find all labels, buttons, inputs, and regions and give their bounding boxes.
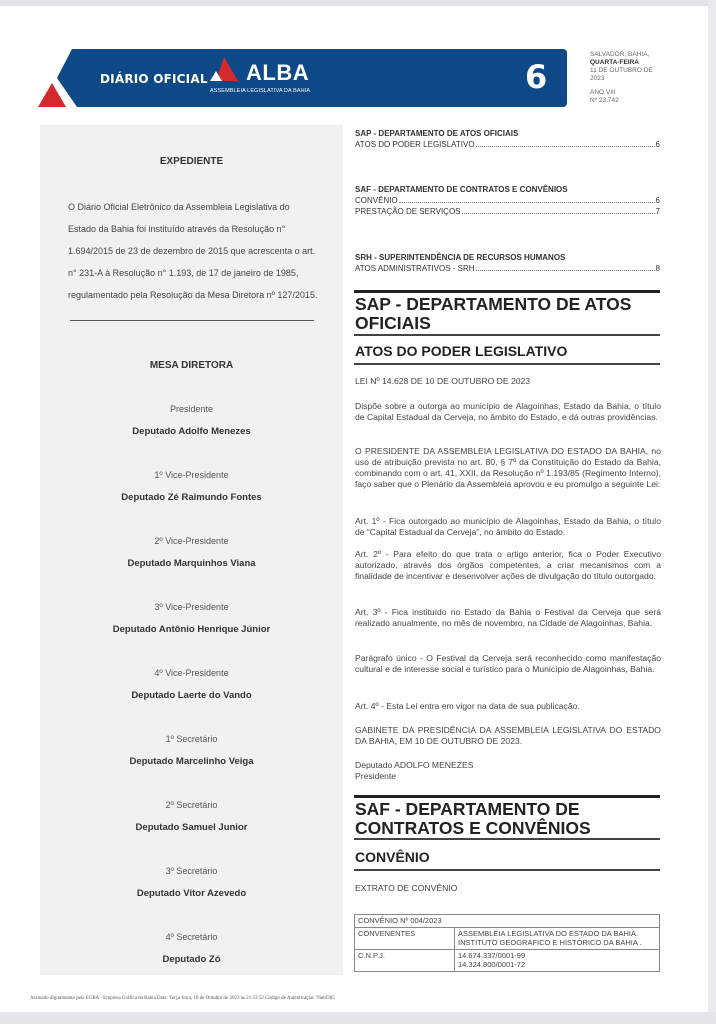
toc-leader [476,270,655,271]
member-name: Deputado Marquinhos Viana [127,558,256,569]
subsection-rule [354,869,660,871]
table-row [355,927,660,949]
law-preamble: O PRESIDENTE DA ASSEMBLEIA LEGISLATIVA DO ESTADO DA BAHIA, no uso de atribuição prevista no art. 80, § 7º da Constituição do Estado da Bahia, combinando com o art. 41, XXII, da Resolução nº 1.193/85 (Regimento Interno), faço saber que o Plenário da Assembleia aprovou e eu promulgo a seguinte Lei: [355,446,661,489]
toc-item[interactable] [355,139,660,150]
date-line-1: 11 DE OUTUBRO DE [590,67,653,74]
toc-item-label[interactable]: PRESTAÇÃO DE SERVIÇOS [355,207,461,216]
toc-leader [462,213,655,214]
page-number: 6 [525,58,548,96]
logo-subtitle: ASSEMBLEIA LEGISLATIVA DA BAHIA [210,88,311,94]
table-value-cell [455,949,660,971]
issue-number: Nº 23.742 [590,97,619,104]
member-role: 2º Vice-Presidente [154,536,229,546]
section-rule [354,334,660,336]
law-article-3: Art. 3º - Fica instituído no Estado da Bahia o Festival da Cerveja que será realizado anualmente, no mês de novembro, na Cidade de Alagoinhas, Bahia. [355,607,661,628]
member-role: 1º Secretário [165,734,218,744]
toc-leader [399,202,655,203]
toc-section [355,128,660,150]
publication-name: DIÁRIO OFICIAL [100,72,208,86]
expediente-text: O Diário Oficial Eletrônico da Assembleia Legislativa do Estado da Bahia foi instituído através da Resolução n° 1.694/2015 de 23 de dezembro de 2015 que acrescenta o art. n° 231-A à Resolução n° 1.193, de 17 de janeiro de 1985, regulamentado pela Resolução da Mesa Diretora nº 127/2015. [68,202,318,300]
member-name: Deputado Marcelinho Veiga [129,756,254,767]
toc-item-label[interactable]: ATOS ADMINISTRATIVOS - SRH [355,264,475,273]
toc-heading: SAP - DEPARTAMENTO DE ATOS OFICIAIS [355,129,519,138]
table-row [355,915,660,928]
member-name: Deputado Zó [162,954,221,965]
scrollbar[interactable] [708,0,716,1024]
city: SALVADOR, BAHIA, [590,51,650,58]
toc-item[interactable] [355,263,660,274]
toc-item-page: 8 [655,264,660,273]
convenio-table [354,914,660,972]
law-title: LEI Nº 14.628 DE 10 DE OUTUBRO DE 2023 [355,376,531,386]
toc-item-page: 7 [655,207,660,216]
table-label-cell: CONVENENTES [355,927,455,949]
section-rule [354,838,660,840]
law-article-1: Art. 1º - Fica outorgado ao município de Alagoinhas, Estado da Bahia, o título de “Capital Estadual da Cerveja”, no âmbito do Estado. [355,516,661,537]
law-article-4: Art. 4º - Esta Lei entra em vigor na data de sua publicação. [355,701,580,711]
toc-item-page: 6 [655,140,660,149]
table-row [355,949,660,971]
toc-item[interactable] [355,206,660,217]
member-name: Deputado Adolfo Menezes [132,426,251,437]
table-value-cell [455,927,660,949]
law-paragraph: Parágrafo único - O Festival da Cerveja será reconhecido como manifestação cultural e de interesse social e turístico para o Município de Alagoinhas, Bahia. [355,653,661,674]
divider [70,320,314,321]
signer-name: Deputado ADOLFO MENEZES [355,760,474,770]
member-role: 3º Secretário [165,866,218,876]
table-label-cell: C.N.P.J. [355,949,455,971]
toc-section [355,184,660,217]
member-role: 3º Vice-Presidente [154,602,229,612]
subsection-title: ATOS DO PODER LEGISLATIVO [355,343,568,359]
window-bottom-edge [0,1012,716,1024]
toc-heading: SRH - SUPERINTENDÊNCIA DE RECURSOS HUMANOS [355,253,566,262]
member-name: Deputado Antônio Henrique Júnior [112,624,271,635]
member-name: Deputado Samuel Junior [135,822,248,833]
section-title: SAF - DEPARTAMENTO DE CONTRATOS E CONVÊNIOS [355,799,591,838]
table-value-line: INSTITUTO GEOGRAFICO E HISTÓRICO DA BAHIA . [458,938,642,947]
year-label: ANO VIII [590,89,616,96]
law-gabinete: GABINETE DA PRESIDÊNCIA DA ASSEMBLEIA LEGISLATIVA DO ESTADO DA BAHIA, EM 10 DE OUTUBRO DE 2023. [355,725,661,746]
member-name: Deputado Laerte do Vando [131,690,252,701]
table-value-line: 14.324.800/0001-72 [458,960,526,969]
toc-section [355,252,660,274]
logo-text: ALBA [246,60,310,85]
edition-info [590,51,653,105]
toc-item-label[interactable]: ATOS DO PODER LEGISLATIVO [355,140,475,149]
member-role: 2º Secretário [165,800,218,810]
mesa-diretora-title: MESA DIRETORA [149,360,234,371]
section-rule [354,795,660,798]
law-ementa: Dispõe sobre a outorga ao município de Alagoinhas, Estado da Bahia, o título de Capital Estadual da Cerveja, no âmbito do Estado, e dá outras providências. [355,401,661,422]
table-value-line: ASSEMBLÉIA LEGISLATIVA DO ESTADO DA BAHIA. [458,928,639,938]
member-name: Deputado Zé Raimundo Fontes [121,492,262,503]
toc-item-label[interactable]: CONVÊNIO [355,196,398,205]
member-role: Presidente [169,404,214,414]
member-role: 4º Vice-Presidente [154,668,229,678]
window-top-edge [0,0,716,6]
section-title: SAP - DEPARTAMENTO DE ATOS OFICIAIS [355,294,632,333]
toc-leader [476,146,655,147]
section-rule [354,290,660,293]
subsection-title: CONVÊNIO [355,849,430,865]
table-value-line: 14.674.337/0001-99 [458,950,526,960]
extrato-title: EXTRATO DE CONVÊNIO [355,883,458,893]
subsection-rule [354,363,660,365]
expediente-title: EXPEDIENTE [159,156,224,167]
toc-heading: SAF - DEPARTAMENTO DE CONTRATOS E CONVÊNIOS [355,185,568,194]
digital-signature-footer: Assinado digitalmente pela EGBA - Empresa Gráfica da Bahia Data: Terça-feira, 10 de Outubro de 2023 às 21:53:52 Código de Autenticação: 76ebf305 [30,996,335,1001]
member-name: Deputado Vitor Azevedo [136,888,247,899]
brand-triangle-icon [38,83,66,107]
toc-item[interactable] [355,195,660,206]
member-role: 1º Vice-Presidente [154,470,229,480]
signer-role: Presidente [355,771,397,781]
alba-logo-icon [210,57,244,83]
member-role: 4º Secretário [165,932,218,942]
law-article-2: Art. 2º - Para efeito do que trata o artigo anterior, fica o Poder Executivo autorizado, através dos órgãos competentes, a criar mecanismos com a finalidade de incentivar e desenvolver ações de divulgação do título outorgado. [355,549,661,581]
date-line-2: 2023 [590,75,605,82]
table-header-cell: CONVÊNIO Nº 004/2023 [355,915,660,928]
weekday: QUARTA-FEIRA [590,59,639,66]
toc-item-page: 6 [655,196,660,205]
